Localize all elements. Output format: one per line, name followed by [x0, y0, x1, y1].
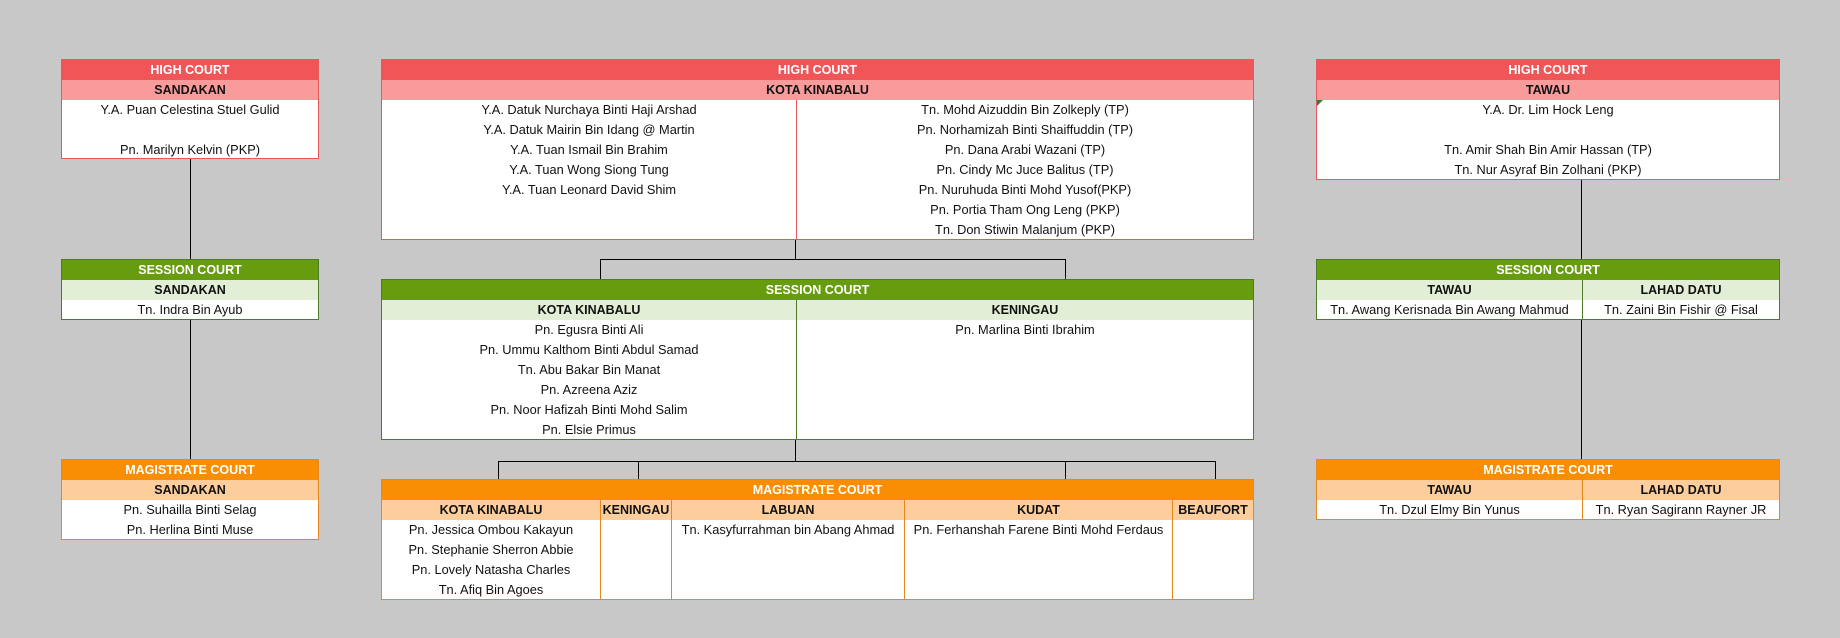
officer-name: Pn. Portia Tham Ong Leng (PKP): [930, 202, 1120, 217]
location-label: LABUAN: [671, 500, 904, 520]
judge-name: Tn. Indra Bin Ayub: [137, 302, 243, 317]
judge-name: Y.A. Tuan Ismail Bin Brahim: [510, 142, 668, 157]
magistrate-court-kota-kinabalu: [381, 479, 1254, 600]
keningau-column: [796, 320, 1253, 439]
connector-mc-kudat: [1065, 461, 1066, 480]
judge-name: Tn. Awang Kerisnada Bin Awang Mahmud: [1330, 302, 1569, 317]
location-label: KOTA KINABALU: [382, 300, 796, 320]
tawau-column: [1317, 300, 1582, 320]
magistrate-name: Pn. Herlina Binti Muse: [126, 522, 254, 537]
judge-name: Tn. Amir Shah Bin Amir Hassan (TP): [1444, 142, 1652, 157]
judge-name: Pn. Ummu Kalthom Binti Abdul Samad: [479, 342, 699, 357]
officer-name: Pn. Norhamizah Binti Shaiffuddin (TP): [917, 122, 1133, 137]
judge-name: Y.A. Datuk Mairin Bin Idang @ Martin: [483, 122, 695, 137]
connector-kk-hc-right: [1065, 259, 1066, 279]
session-court-label: SESSION COURT: [62, 260, 318, 280]
magistrate-name: Pn. Suhailla Binti Selag: [123, 502, 257, 517]
judges-column: [382, 100, 796, 239]
location-label: KENINGAU: [600, 500, 671, 520]
officers-column: [796, 100, 1253, 239]
connector-kk-sc-down: [795, 439, 796, 461]
beaufort-column: [1172, 520, 1253, 599]
kota-kinabalu-column: [382, 320, 796, 439]
judge-name: Tn. Nur Asyraf Bin Zolhani (PKP): [1454, 162, 1642, 177]
judge-name: [1317, 120, 1779, 140]
connector-mc-kk: [498, 461, 499, 480]
location-label: KOTA KINABALU: [382, 80, 1253, 100]
location-label: KUDAT: [904, 500, 1172, 520]
tawau-column: [1317, 500, 1582, 520]
magistrate-court-tawau: [1316, 459, 1780, 520]
keningau-column: [600, 520, 671, 599]
magistrate-court-label: MAGISTRATE COURT: [62, 460, 318, 480]
location-label: SANDAKAN: [62, 480, 318, 500]
session-court-kota-kinabalu: [381, 279, 1254, 440]
location-label: KENINGAU: [796, 300, 1253, 320]
officer-name: Tn. Mohd Aizuddin Bin Zolkeply (TP): [921, 102, 1129, 117]
kota-kinabalu-column: [382, 520, 600, 599]
magistrate-name: Pn. Lovely Natasha Charles: [411, 562, 571, 577]
magistrate-name: Tn. Ryan Sagirann Rayner JR: [1595, 502, 1767, 517]
connector-tawau-hc-sc: [1581, 179, 1582, 259]
magistrate-name: Tn. Afiq Bin Agoes: [438, 582, 544, 597]
judge-name: Y.A. Datuk Nurchaya Binti Haji Arshad: [481, 102, 697, 117]
magistrate-court-label: MAGISTRATE COURT: [382, 480, 1253, 500]
connector-mc-keningau: [638, 461, 639, 480]
lahad-datu-column: [1582, 300, 1779, 320]
magistrate-name: Pn. Jessica Ombou Kakayun: [408, 522, 574, 537]
officer-name: Tn. Don Stiwin Malanjum (PKP): [935, 222, 1115, 237]
connector-tawau-sc-mc: [1581, 319, 1582, 460]
location-label: LAHAD DATU: [1582, 280, 1779, 300]
high-court-tawau: [1316, 59, 1780, 180]
session-court-tawau: [1316, 259, 1780, 320]
location-label: SANDAKAN: [62, 280, 318, 300]
judge-name: Pn. Azreena Aziz: [540, 382, 638, 397]
connector-kk-hc-left: [600, 259, 601, 279]
high-court-label: HIGH COURT: [382, 60, 1253, 80]
magistrate-name: Pn. Stephanie Sherron Abbie: [408, 542, 574, 557]
magistrate-court-sandakan: [61, 459, 319, 540]
lahad-datu-column: [1582, 500, 1779, 520]
location-label: BEAUFORT: [1172, 500, 1253, 520]
high-court-sandakan: [61, 59, 319, 159]
judge-name: Pn. Marlina Binti Ibrahim: [955, 322, 1095, 337]
location-label: KOTA KINABALU: [382, 500, 600, 520]
connector-kk-hc-branch: [600, 259, 1066, 260]
judge-name: Y.A. Puan Celestina Stuel Gulid: [100, 102, 280, 117]
judge-name: [62, 120, 318, 140]
location-label: SANDAKAN: [62, 80, 318, 100]
connector-mc-beaufort: [1215, 461, 1216, 480]
magistrate-name: Pn. Ferhanshah Farene Binti Mohd Ferdaus: [913, 522, 1164, 537]
connector-kk-hc-down: [795, 239, 796, 259]
judge-name: Tn. Zaini Bin Fishir @ Fisal: [1604, 302, 1758, 317]
officer-name: Pn. Nuruhuda Binti Mohd Yusof(PKP): [918, 182, 1132, 197]
high-court-kota-kinabalu: [381, 59, 1254, 240]
connector-kk-sc-branch: [498, 461, 1216, 462]
session-court-sandakan: [61, 259, 319, 320]
magistrate-name: Tn. Kasyfurrahman bin Abang Ahmad: [681, 522, 895, 537]
judge-name: Y.A. Tuan Wong Siong Tung: [509, 162, 669, 177]
connector-sandakan-sc-mc: [190, 319, 191, 460]
location-label: LAHAD DATU: [1582, 480, 1779, 500]
location-label: TAWAU: [1317, 80, 1779, 100]
connector-sandakan-hc-sc: [190, 158, 191, 259]
high-court-label: HIGH COURT: [1317, 60, 1779, 80]
session-court-label: SESSION COURT: [382, 280, 1253, 300]
kudat-column: [904, 520, 1172, 599]
magistrate-name: Tn. Dzul Elmy Bin Yunus: [1379, 502, 1520, 517]
judge-name: Pn. Elsie Primus: [542, 422, 636, 437]
judge-name: Pn. Noor Hafizah Binti Mohd Salim: [490, 402, 688, 417]
judge-name: Tn. Abu Bakar Bin Manat: [517, 362, 661, 377]
judge-name: Pn. Egusra Binti Ali: [534, 322, 644, 337]
judge-name: Y.A. Dr. Lim Hock Leng: [1482, 102, 1614, 117]
officer-name: Pn. Dana Arabi Wazani (TP): [944, 142, 1106, 157]
magistrate-court-label: MAGISTRATE COURT: [1317, 460, 1779, 480]
high-court-label: HIGH COURT: [62, 60, 318, 80]
session-court-label: SESSION COURT: [1317, 260, 1779, 280]
location-label: TAWAU: [1317, 480, 1582, 500]
officer-name: Pn. Cindy Mc Juce Balitus (TP): [936, 162, 1114, 177]
cell-comment-marker: [1317, 100, 1323, 106]
labuan-column: [671, 520, 904, 599]
location-label: TAWAU: [1317, 280, 1582, 300]
judge-name: Y.A. Tuan Leonard David Shim: [501, 182, 677, 197]
judge-name: Pn. Marilyn Kelvin (PKP): [119, 142, 261, 157]
